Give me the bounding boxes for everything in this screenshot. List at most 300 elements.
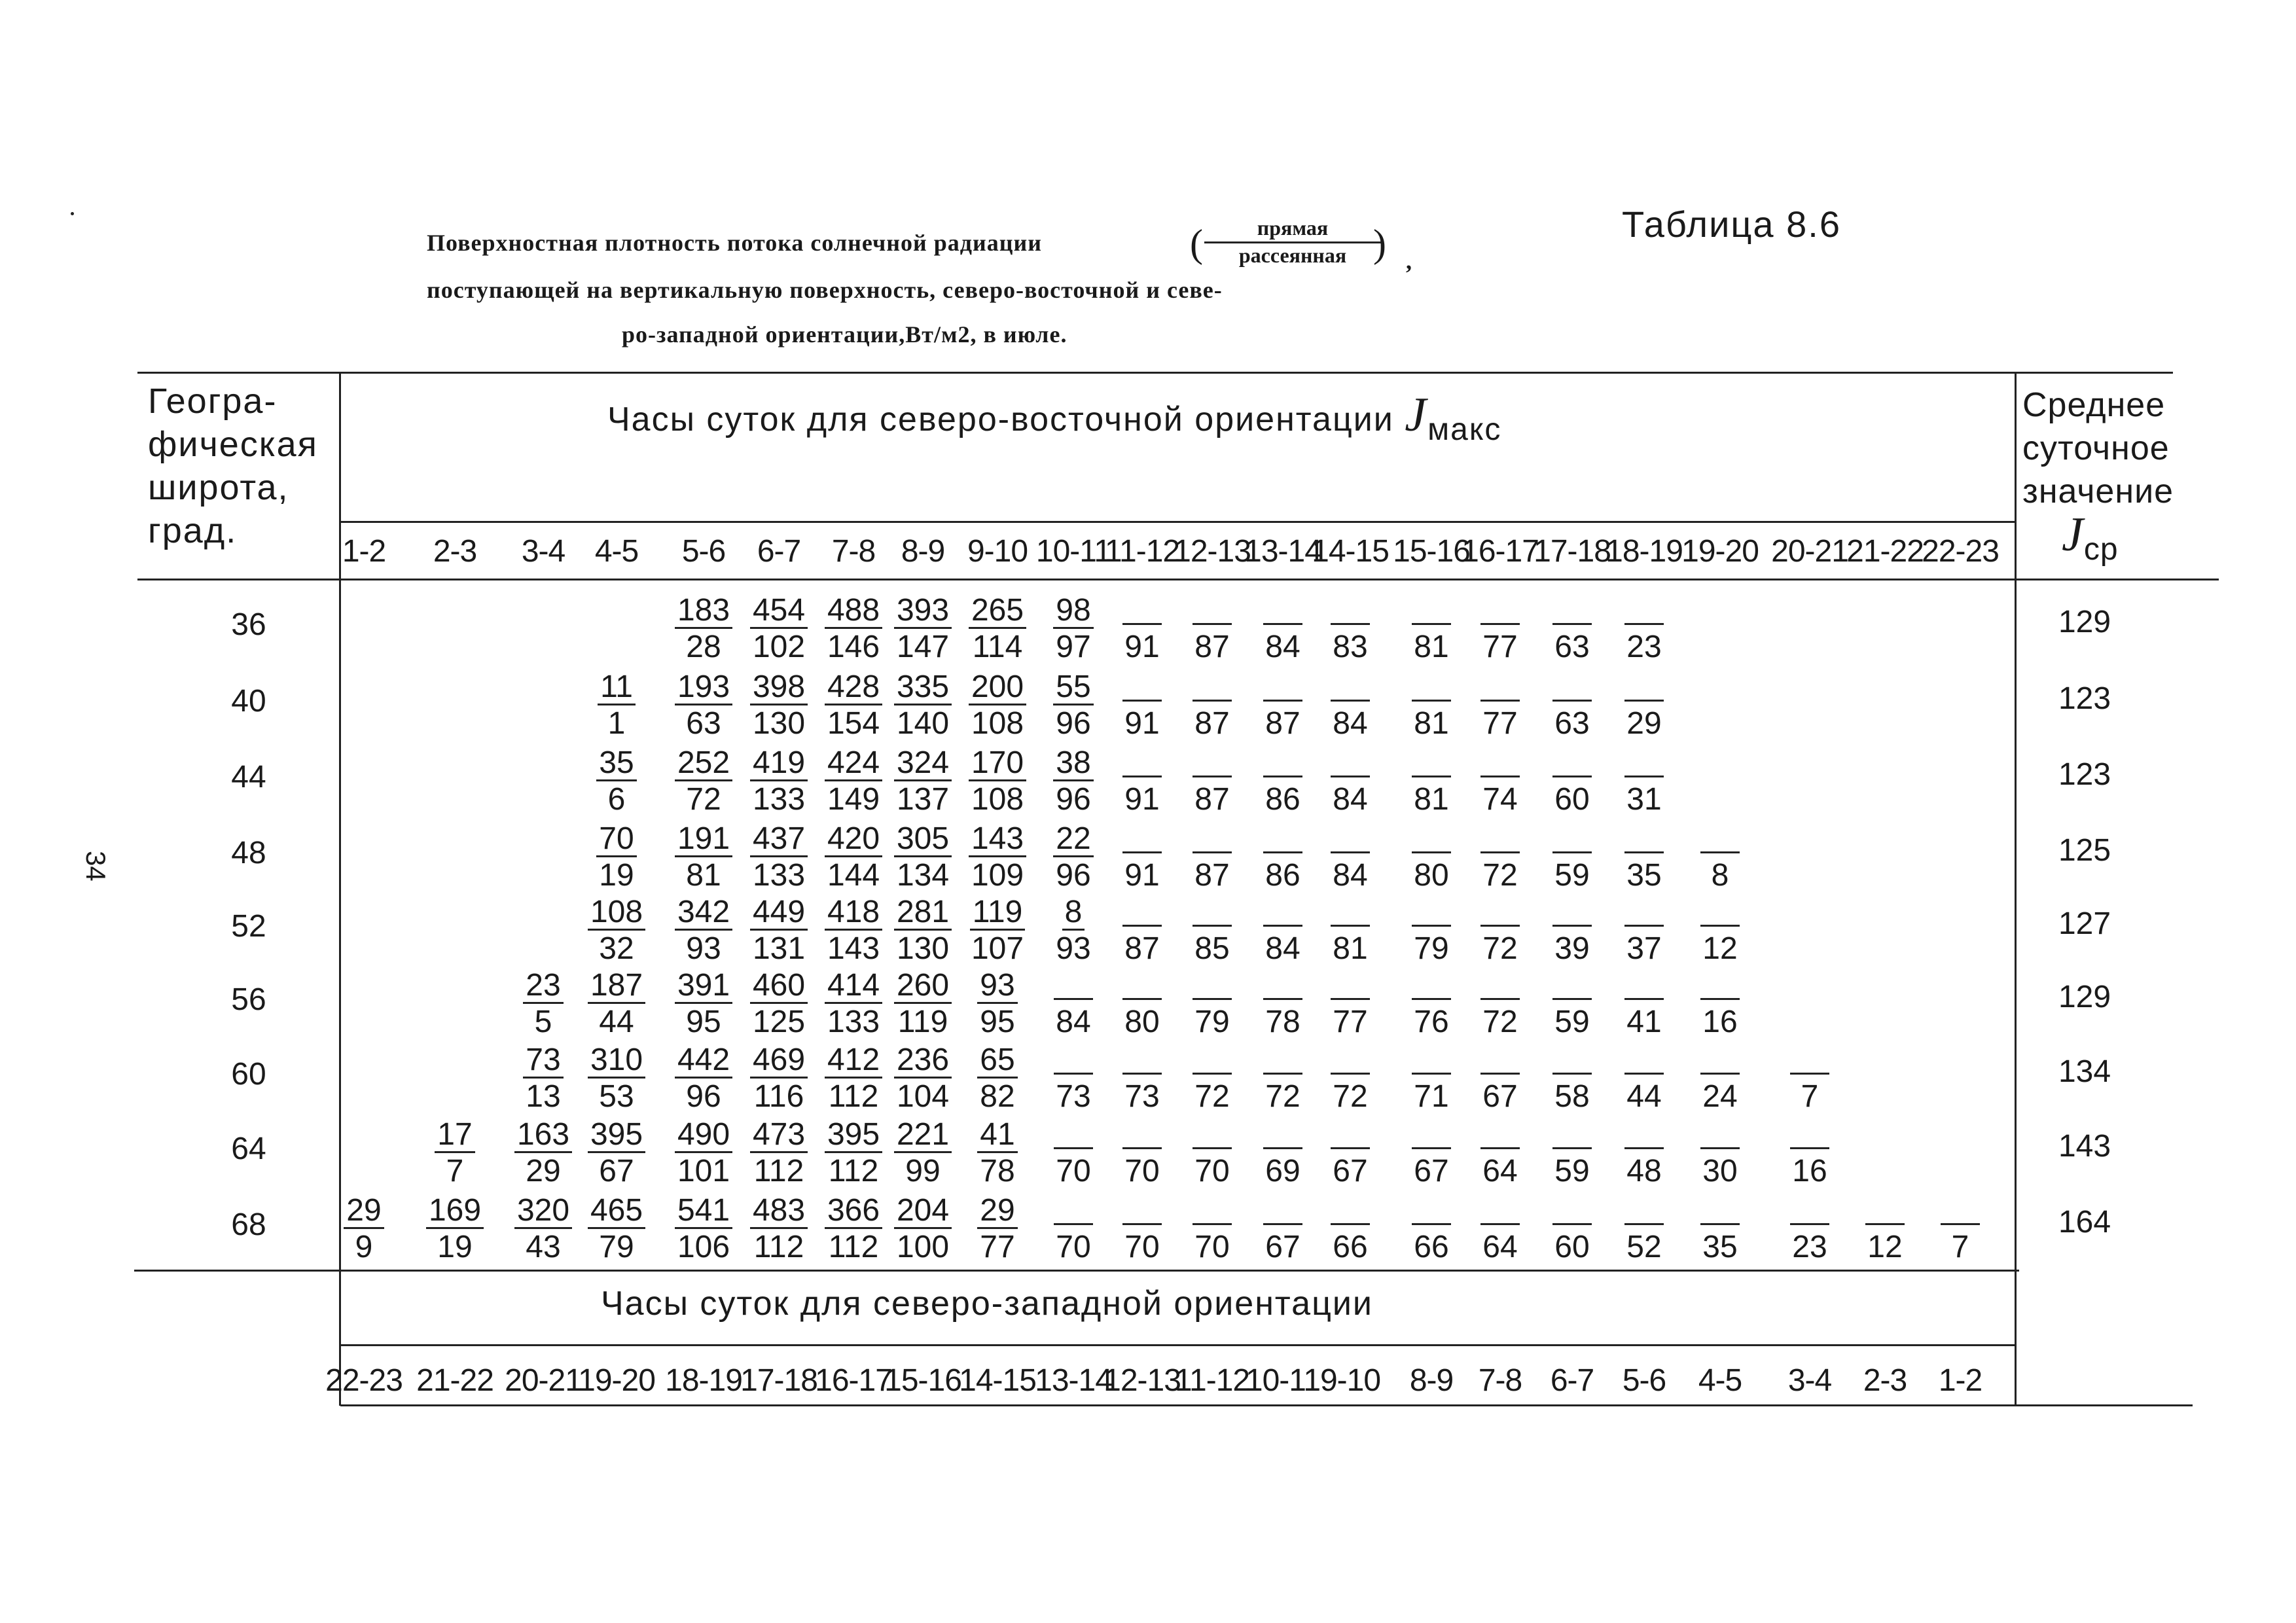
radiation-cell [1611, 967, 1677, 1041]
direct-radiation-value: 412 [825, 1044, 882, 1079]
direct-radiation-value: 183 [675, 594, 732, 629]
radiation-cell [511, 1042, 576, 1115]
direct-radiation [1179, 894, 1245, 931]
caption-fraction: прямая рассеянная [1204, 216, 1381, 268]
radiation-cell [422, 1192, 488, 1266]
direct-radiation [1687, 1042, 1753, 1079]
radiation-cell [1467, 669, 1533, 742]
direct-radiation-value: 483 [750, 1194, 808, 1229]
diffuse-radiation-value: 16 [1792, 1154, 1827, 1188]
diffuse-radiation-value: 146 [827, 630, 880, 664]
daily-average-value: 123 [2058, 757, 2111, 792]
diffuse-radiation-value: 87 [1194, 858, 1230, 893]
diffuse-radiation-value: 91 [1124, 858, 1160, 893]
ne-hour-label: 15-16 [1393, 534, 1470, 569]
diffuse-radiation-value: 67 [1265, 1230, 1300, 1264]
diffuse-radiation-value: 131 [752, 931, 806, 966]
daily-average-value: 143 [2058, 1129, 2111, 1164]
diffuse-radiation-value: 108 [971, 706, 1024, 741]
table-title: Таблица 8.6 [1622, 204, 1841, 245]
radiation-cell [746, 967, 812, 1041]
direct-radiation [965, 669, 1030, 705]
diffuse-radiation-value: 154 [827, 706, 880, 741]
direct-radiation [1179, 1042, 1245, 1079]
radiation-cell [821, 894, 886, 967]
direct-radiation [671, 1116, 736, 1153]
page-number: 34 [81, 851, 111, 882]
radiation-cell [1109, 745, 1175, 818]
direct-radiation [1041, 745, 1106, 781]
radiation-cell [1611, 1116, 1677, 1190]
radiation-cell [1179, 592, 1245, 666]
diffuse-radiation-value: 114 [972, 630, 1023, 664]
direct-radiation [1399, 821, 1464, 857]
diffuse-radiation-value: 30 [1702, 1154, 1738, 1188]
diffuse-radiation-value: 12 [1867, 1230, 1903, 1264]
geo-latitude-header: Геогра- фическая широта, град. [148, 382, 318, 550]
direct-radiation [1539, 967, 1605, 1004]
direct-radiation [511, 1042, 576, 1079]
radiation-cell [1179, 1042, 1245, 1115]
direct-radiation [1399, 1116, 1464, 1153]
radiation-cell [1250, 592, 1316, 666]
diffuse-radiation-value: 95 [686, 1005, 721, 1039]
direct-radiation [1318, 745, 1383, 781]
direct-radiation [1777, 1192, 1842, 1229]
direct-radiation-value: 204 [894, 1194, 952, 1229]
radiation-cell [1318, 669, 1383, 742]
direct-radiation-value: 73 [523, 1044, 563, 1079]
diffuse-radiation-value: 6 [607, 782, 626, 817]
diffuse-radiation-value: 84 [1333, 858, 1368, 893]
direct-radiation [746, 745, 812, 781]
diffuse-radiation-value: 87 [1194, 782, 1230, 817]
direct-radiation [821, 745, 886, 781]
direct-radiation [965, 1192, 1030, 1229]
direct-radiation-value: 236 [894, 1044, 952, 1079]
diffuse-radiation-value: 134 [896, 858, 950, 893]
radiation-cell [1467, 745, 1533, 818]
direct-radiation-value: 305 [894, 823, 952, 857]
direct-radiation [584, 745, 649, 781]
radiation-cell [1318, 745, 1383, 818]
radiation-cell [1399, 821, 1464, 894]
ne-hour-label: 5-6 [681, 534, 726, 569]
diffuse-radiation-value: 81 [1414, 630, 1449, 664]
diffuse-radiation-value: 66 [1414, 1230, 1449, 1264]
diffuse-radiation-value: 70 [1194, 1230, 1230, 1264]
direct-radiation [1467, 592, 1533, 629]
direct-radiation [1041, 1042, 1106, 1079]
diffuse-radiation-value: 52 [1626, 1230, 1662, 1264]
direct-radiation [1611, 1042, 1677, 1079]
diffuse-radiation-value: 112 [753, 1230, 804, 1264]
diffuse-radiation-value: 16 [1702, 1005, 1738, 1039]
direct-radiation-value: 488 [825, 594, 882, 629]
radiation-cell [1318, 894, 1383, 967]
ne-hour-label: 3-4 [521, 534, 565, 569]
radiation-cell [821, 669, 886, 742]
radiation-cell [1250, 1116, 1316, 1190]
diffuse-radiation-value: 108 [971, 782, 1024, 817]
radiation-cell [1467, 894, 1533, 967]
diffuse-radiation-value: 80 [1414, 858, 1449, 893]
diffuse-radiation-value: 137 [896, 782, 950, 817]
radiation-cell [821, 592, 886, 666]
diffuse-radiation-value: 91 [1124, 706, 1160, 741]
diffuse-radiation-value: 77 [1333, 1005, 1368, 1039]
direct-radiation-value: 324 [894, 747, 952, 781]
diffuse-radiation-value: 95 [980, 1005, 1015, 1039]
direct-radiation-value: 23 [523, 969, 563, 1004]
diffuse-radiation-value: 84 [1333, 706, 1368, 741]
diffuse-radiation-value: 70 [1056, 1154, 1091, 1188]
ne-hour-label: 13-14 [1244, 534, 1321, 569]
body-bottom-rule [134, 1270, 2019, 1272]
direct-radiation [1109, 592, 1175, 629]
direct-radiation [422, 1116, 488, 1153]
direct-radiation [746, 1192, 812, 1229]
ne-hour-label: 6-7 [757, 534, 801, 569]
diffuse-radiation-value: 76 [1414, 1005, 1449, 1039]
radiation-cell [1179, 745, 1245, 818]
diffuse-radiation-value: 35 [1626, 858, 1662, 893]
ne-hour-label: 1-2 [342, 534, 386, 569]
radiation-cell [1250, 669, 1316, 742]
nw-hour-label: 3-4 [1787, 1363, 1832, 1398]
direct-radiation-value: 200 [969, 671, 1026, 705]
direct-radiation [1467, 745, 1533, 781]
radiation-cell [671, 1192, 736, 1266]
radiation-cell [821, 1192, 886, 1266]
radiation-cell [584, 745, 649, 818]
radiation-cell [1109, 1192, 1175, 1266]
direct-radiation-value: 442 [675, 1044, 732, 1079]
diffuse-radiation-value: 133 [752, 782, 806, 817]
radiation-cell [965, 1192, 1030, 1266]
diffuse-radiation-value: 149 [827, 782, 880, 817]
diffuse-radiation-value: 29 [1626, 706, 1662, 741]
diffuse-radiation-value: 7 [1801, 1079, 1819, 1114]
direct-radiation [671, 1042, 736, 1079]
radiation-cell [1250, 821, 1316, 894]
radiation-cell [1687, 967, 1753, 1041]
direct-radiation [890, 745, 956, 781]
radiation-cell [746, 1192, 812, 1266]
radiation-cell [1539, 894, 1605, 967]
direct-radiation [890, 1192, 956, 1229]
diffuse-radiation-value: 1 [607, 706, 626, 741]
diffuse-radiation-value: 104 [896, 1079, 950, 1114]
radiation-cell [890, 1192, 956, 1266]
ne-hour-label: 14-15 [1312, 534, 1389, 569]
radiation-cell [746, 669, 812, 742]
diffuse-radiation-value: 116 [753, 1079, 804, 1114]
footer-sub-rule [340, 1344, 2016, 1346]
nw-hour-label: 13-14 [1035, 1363, 1112, 1398]
direct-radiation [1250, 894, 1316, 931]
diffuse-radiation-value: 53 [599, 1079, 634, 1114]
radiation-cell [1250, 1192, 1316, 1266]
direct-radiation [1687, 967, 1753, 1004]
direct-radiation [965, 745, 1030, 781]
direct-radiation-value: 335 [894, 671, 952, 705]
diffuse-radiation-value: 143 [827, 931, 880, 966]
direct-radiation-value: 391 [675, 969, 732, 1004]
radiation-cell [584, 1192, 649, 1266]
diffuse-radiation-value: 80 [1124, 1005, 1160, 1039]
direct-radiation-value: 454 [750, 594, 808, 629]
header-bottom-rule [137, 579, 2219, 580]
direct-radiation [965, 894, 1030, 931]
nw-hour-label: 14-15 [959, 1363, 1036, 1398]
latitude-value: 64 [231, 1132, 266, 1166]
ne-hour-label: 10-11 [1035, 534, 1111, 569]
radiation-cell [671, 1116, 736, 1190]
diffuse-radiation-value: 48 [1626, 1154, 1662, 1188]
direct-radiation [746, 967, 812, 1004]
diffuse-radiation-value: 5 [534, 1005, 552, 1039]
radiation-cell [1250, 967, 1316, 1041]
direct-radiation [1539, 821, 1605, 857]
direct-radiation-value: 187 [588, 969, 645, 1004]
direct-radiation [671, 821, 736, 857]
nw-hour-label: 21-22 [416, 1363, 493, 1398]
direct-radiation [965, 1116, 1030, 1153]
direct-radiation [965, 821, 1030, 857]
diffuse-radiation-value: 97 [1056, 630, 1091, 664]
direct-radiation [1179, 745, 1245, 781]
direct-radiation [1399, 1192, 1464, 1229]
radiation-cell [746, 821, 812, 894]
nw-hour-label: 11-12 [1174, 1363, 1250, 1398]
direct-radiation-value: 428 [825, 671, 882, 705]
radiation-cell [965, 1042, 1030, 1115]
diffuse-radiation-value: 63 [1554, 706, 1590, 741]
nw-hour-label: 10-11 [1245, 1363, 1321, 1398]
radiation-cell [511, 1116, 576, 1190]
radiation-cell [1539, 592, 1605, 666]
diffuse-radiation-value: 112 [828, 1079, 879, 1114]
radiation-cell [331, 1192, 397, 1266]
daily-average-value: 129 [2058, 605, 2111, 639]
direct-radiation-value: 17 [435, 1118, 475, 1153]
radiation-cell [584, 1042, 649, 1115]
diffuse-radiation-value: 32 [599, 931, 634, 966]
radiation-cell [1179, 1192, 1245, 1266]
diffuse-radiation-value: 93 [1056, 931, 1091, 966]
direct-radiation [584, 1042, 649, 1079]
direct-radiation [1687, 821, 1753, 857]
radiation-cell [1611, 894, 1677, 967]
direct-radiation [1318, 1042, 1383, 1079]
radiation-cell [1318, 1116, 1383, 1190]
direct-radiation [671, 592, 736, 629]
ne-hour-label: 7-8 [831, 534, 876, 569]
diffuse-radiation-value: 13 [526, 1079, 561, 1114]
diffuse-radiation-value: 12 [1702, 931, 1738, 966]
diffuse-radiation-value: 106 [677, 1230, 730, 1264]
table-top-rule [137, 372, 2173, 374]
direct-radiation [1399, 967, 1464, 1004]
diffuse-radiation-value: 73 [1056, 1079, 1091, 1114]
diffuse-radiation-value: 112 [828, 1154, 879, 1188]
direct-radiation-value: 418 [825, 896, 882, 931]
radiation-cell [965, 894, 1030, 967]
radiation-cell [1109, 1042, 1175, 1115]
direct-radiation [965, 967, 1030, 1004]
direct-radiation [671, 1192, 736, 1229]
direct-radiation [1467, 669, 1533, 705]
diffuse-radiation-value: 77 [980, 1230, 1015, 1264]
diffuse-radiation-value: 43 [526, 1230, 561, 1264]
radiation-cell [746, 592, 812, 666]
direct-radiation [746, 669, 812, 705]
diffuse-radiation-value: 23 [1626, 630, 1662, 664]
radiation-cell [1041, 592, 1106, 666]
diffuse-radiation-value: 71 [1414, 1079, 1449, 1114]
direct-radiation [821, 669, 886, 705]
daily-average-value: 129 [2058, 980, 2111, 1014]
nw-hour-label: 4-5 [1698, 1363, 1742, 1398]
direct-radiation-value: 163 [514, 1118, 572, 1153]
radiation-cell [1318, 1192, 1383, 1266]
direct-radiation-value: 419 [750, 747, 808, 781]
radiation-cell [671, 745, 736, 818]
diffuse-radiation-value: 63 [686, 706, 721, 741]
daily-average-value: 125 [2058, 833, 2111, 868]
direct-radiation [671, 967, 736, 1004]
direct-radiation-value: 310 [588, 1044, 645, 1079]
ne-hour-label: 9-10 [967, 534, 1028, 569]
diffuse-radiation-value: 84 [1333, 782, 1368, 817]
direct-radiation [1777, 1042, 1842, 1079]
direct-radiation [584, 1116, 649, 1153]
diffuse-radiation-value: 70 [1124, 1154, 1160, 1188]
direct-radiation-value: 320 [514, 1194, 572, 1229]
direct-radiation [890, 967, 956, 1004]
direct-radiation [1109, 894, 1175, 931]
direct-radiation-value: 119 [970, 896, 1026, 931]
diffuse-radiation-value: 28 [686, 630, 721, 664]
diffuse-radiation-value: 66 [1333, 1230, 1368, 1264]
radiation-cell [1318, 592, 1383, 666]
diffuse-radiation-value: 9 [355, 1230, 373, 1264]
radiation-cell [1399, 894, 1464, 967]
direct-radiation [965, 1042, 1030, 1079]
radiation-cell [890, 967, 956, 1041]
diffuse-radiation-value: 81 [686, 858, 721, 893]
diffuse-radiation-value: 44 [1626, 1079, 1662, 1114]
daily-average-value: 123 [2058, 681, 2111, 716]
direct-radiation [1250, 745, 1316, 781]
radiation-cell [746, 1042, 812, 1115]
direct-radiation-value: 8 [1062, 896, 1085, 931]
direct-radiation-value: 395 [588, 1118, 645, 1153]
direct-radiation [1250, 592, 1316, 629]
direct-radiation [1611, 1192, 1677, 1229]
direct-radiation [821, 821, 886, 857]
diffuse-radiation-value: 69 [1265, 1154, 1300, 1188]
diffuse-radiation-value: 19 [437, 1230, 473, 1264]
nw-hour-label: 22-23 [325, 1363, 403, 1398]
radiation-cell [1777, 1116, 1842, 1190]
radiation-cell [671, 821, 736, 894]
direct-radiation-value: 38 [1053, 747, 1093, 781]
direct-radiation-value: 108 [588, 896, 645, 931]
nw-hour-label: 12-13 [1103, 1363, 1181, 1398]
direct-radiation [1318, 967, 1383, 1004]
radiation-cell [1179, 894, 1245, 967]
nw-hour-label: 19-20 [578, 1363, 655, 1398]
radiation-cell [1539, 1116, 1605, 1190]
caption-line-3: ро-западной ориентации,Вт/м2, в июле. [622, 321, 1067, 348]
radiation-cell [1928, 1192, 1993, 1266]
direct-radiation [1852, 1192, 1918, 1229]
direct-radiation [1179, 821, 1245, 857]
ne-hour-label: 11-12 [1104, 534, 1180, 569]
direct-radiation-value: 98 [1053, 594, 1093, 629]
direct-radiation [1611, 967, 1677, 1004]
diffuse-radiation-value: 63 [1554, 630, 1590, 664]
direct-radiation [821, 592, 886, 629]
radiation-cell [821, 967, 886, 1041]
direct-radiation [671, 894, 736, 931]
radiation-cell [511, 967, 576, 1041]
radiation-cell [1318, 967, 1383, 1041]
radiation-cell [1318, 1042, 1383, 1115]
radiation-cell [1399, 1192, 1464, 1266]
radiation-cell [422, 1116, 488, 1190]
radiation-cell [1611, 1192, 1677, 1266]
direct-radiation-value: 490 [675, 1118, 732, 1153]
direct-radiation [890, 821, 956, 857]
direct-radiation [1777, 1116, 1842, 1153]
direct-radiation-value: 143 [969, 823, 1026, 857]
direct-radiation [746, 894, 812, 931]
diffuse-radiation-value: 96 [1056, 858, 1091, 893]
radiation-cell [890, 1116, 956, 1190]
diffuse-radiation-value: 72 [1265, 1079, 1300, 1114]
diffuse-radiation-value: 19 [599, 858, 634, 893]
diffuse-radiation-value: 67 [1333, 1154, 1368, 1188]
direct-radiation [584, 669, 649, 705]
direct-radiation [1250, 821, 1316, 857]
direct-radiation-value: 170 [969, 747, 1026, 781]
direct-radiation [671, 745, 736, 781]
direct-radiation [1109, 1042, 1175, 1079]
radiation-cell [1399, 592, 1464, 666]
diffuse-radiation-value: 35 [1702, 1230, 1738, 1264]
diffuse-radiation-value: 59 [1554, 1154, 1590, 1188]
direct-radiation-value: 342 [675, 896, 732, 931]
direct-radiation [1179, 1116, 1245, 1153]
radiation-cell [671, 592, 736, 666]
diffuse-radiation-value: 79 [1414, 931, 1449, 966]
diffuse-radiation-value: 87 [1265, 706, 1300, 741]
direct-radiation [1687, 1116, 1753, 1153]
latitude-value: 68 [231, 1207, 266, 1242]
radiation-cell [746, 1116, 812, 1190]
ne-hours-header: Часы суток для северо-восточной ориентации Jмакс [607, 388, 1502, 447]
direct-radiation [1467, 1192, 1533, 1229]
direct-radiation [1109, 821, 1175, 857]
direct-radiation [1539, 1116, 1605, 1153]
direct-radiation [1109, 1116, 1175, 1153]
radiation-cell [671, 1042, 736, 1115]
radiation-cell [1687, 1042, 1753, 1115]
direct-radiation [1399, 894, 1464, 931]
